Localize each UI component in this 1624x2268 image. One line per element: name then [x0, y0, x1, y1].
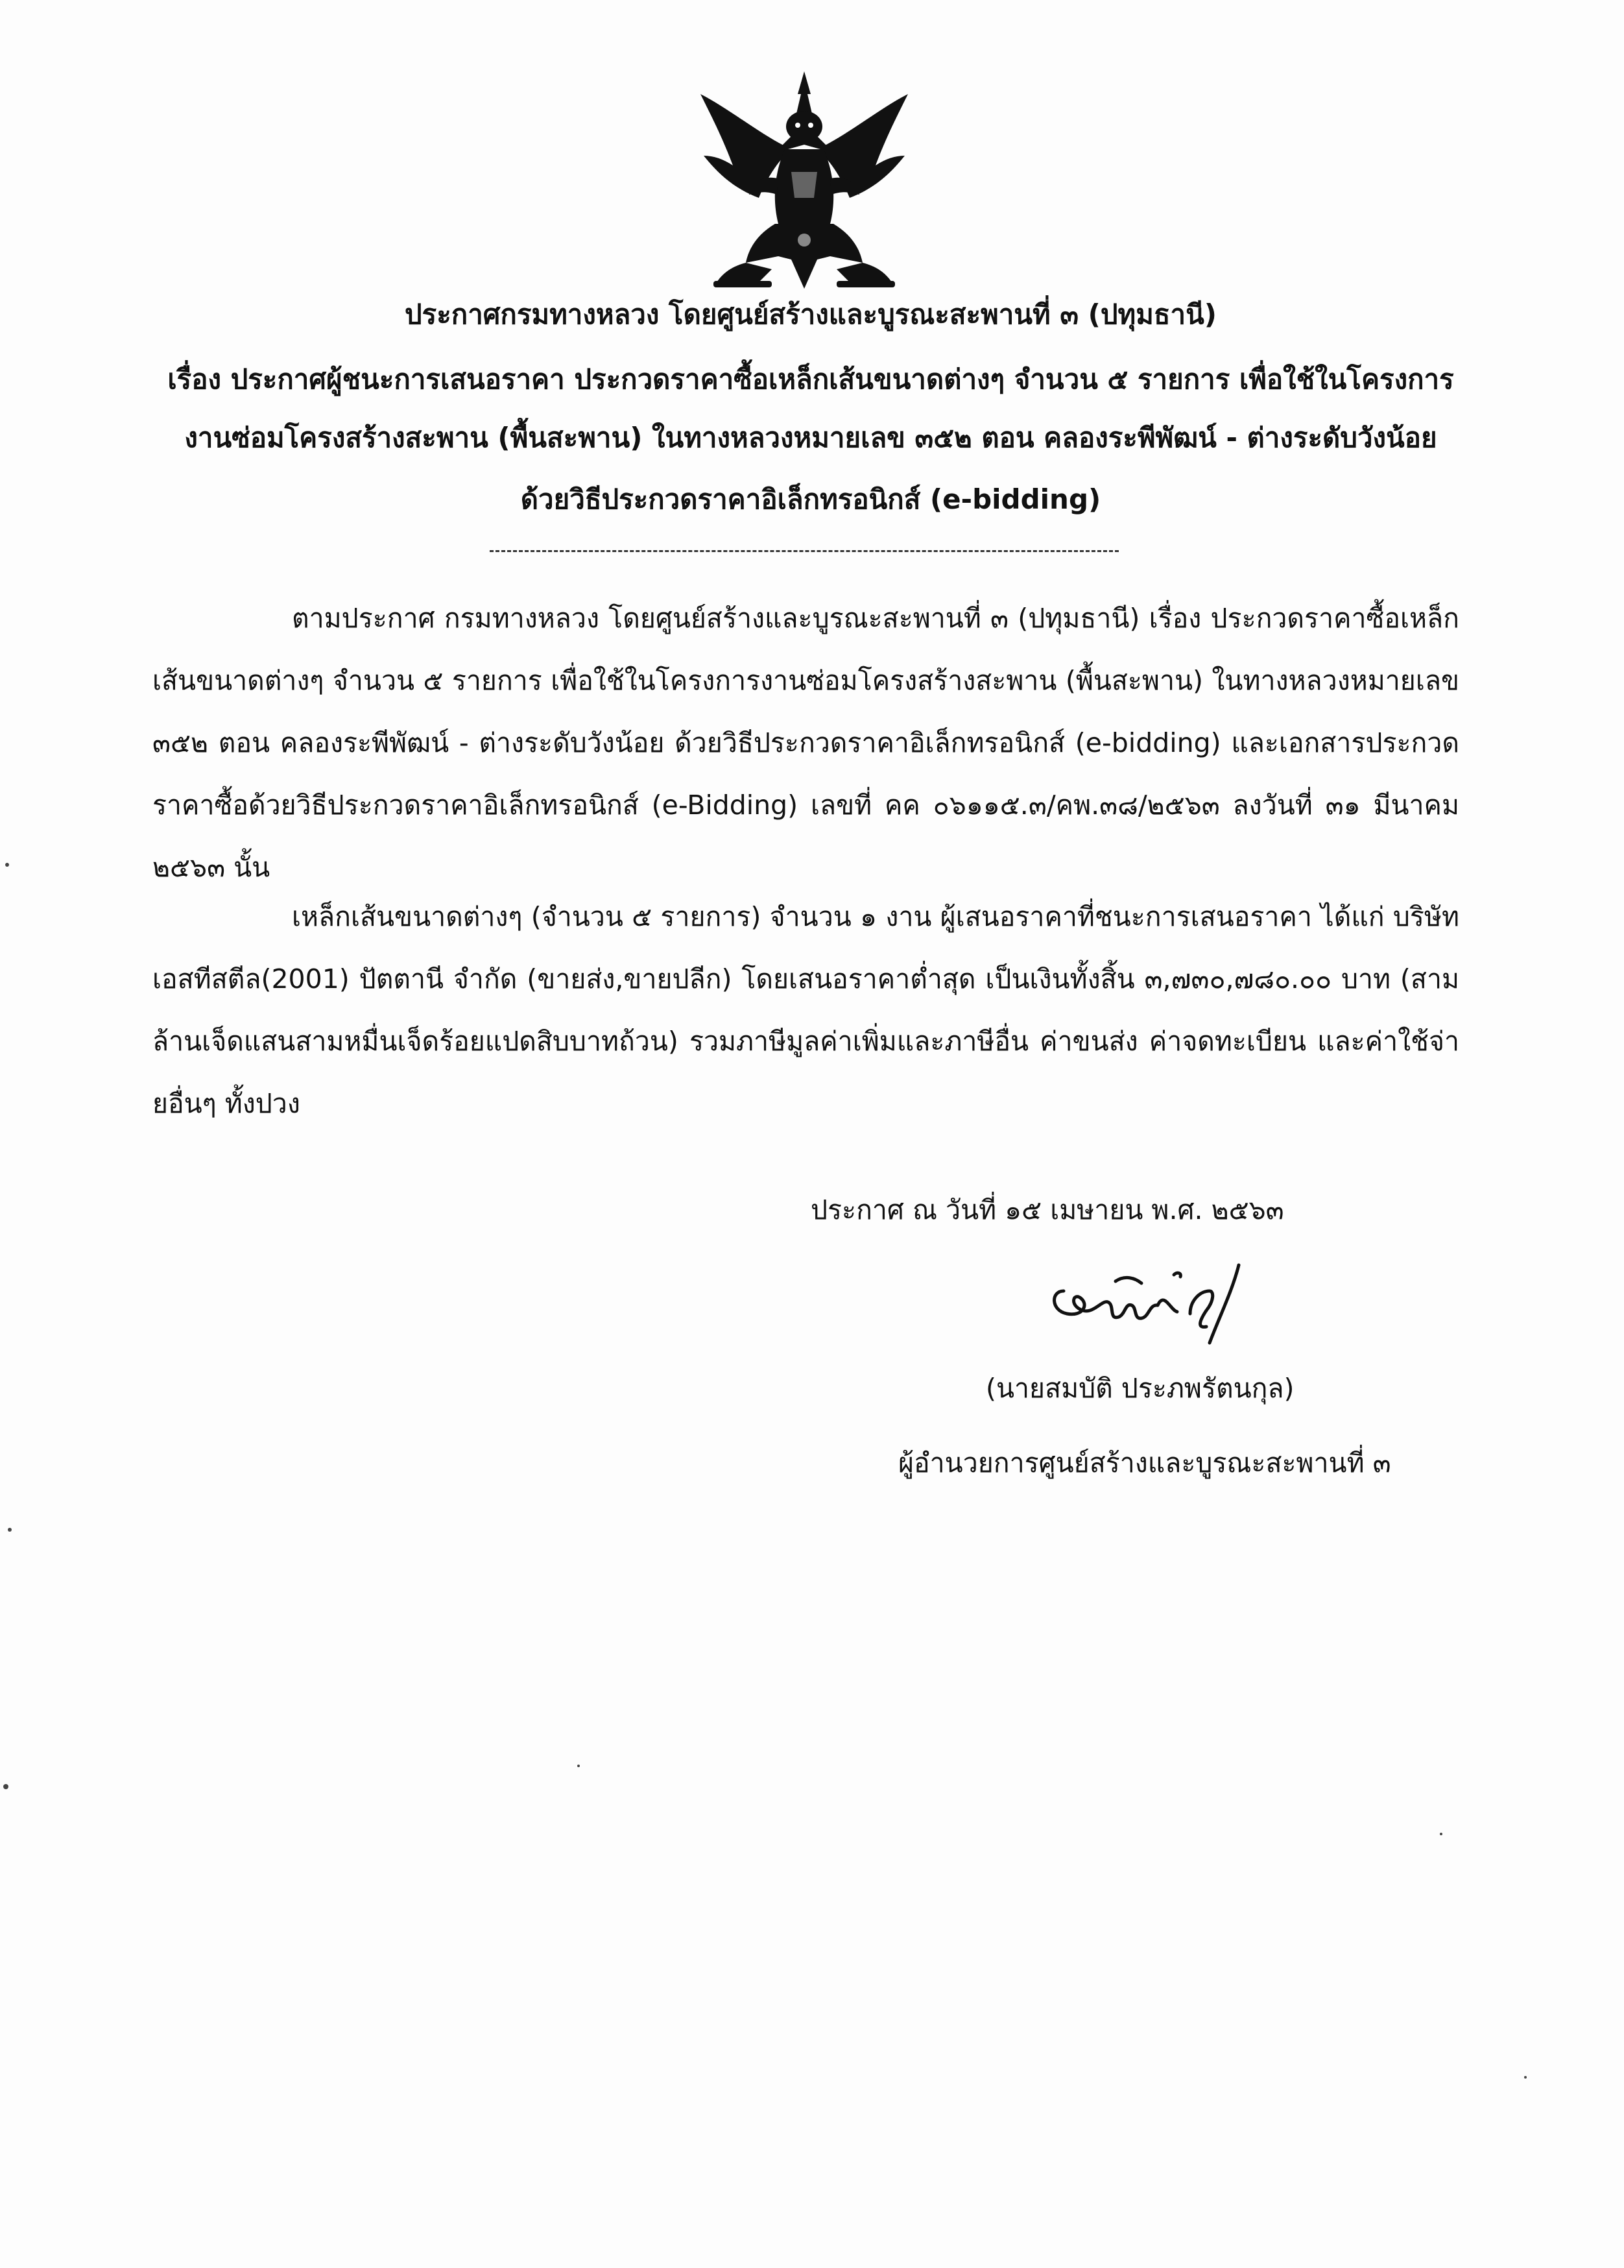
scan-speck — [8, 1528, 12, 1532]
garuda-emblem-icon — [687, 68, 921, 292]
scan-speck — [1440, 1833, 1442, 1835]
body-paragraph-2 — [152, 886, 1459, 1135]
signer-name: (นายสมบัติ ประภพรัตนกุล) — [986, 1373, 1295, 1404]
scan-speck — [5, 863, 9, 867]
body-paragraph-1 — [152, 587, 1459, 899]
scan-speck — [1524, 2076, 1527, 2079]
announcement-subject-line-3: ด้วยวิธีประกวดราคาอิเล็กทรอนิกส์ (e-bidding) — [520, 483, 1101, 515]
body-paragraph-1-text: ตามประกาศ กรมทางหลวง โดยศูนย์สร้างและบูรณะสะพานที่ ๓ (ปทุมธานี) เรื่อง ประกวดราคาซื้อเหล็กเส้นขนาดต่างๆ จำนวน ๕ รายการ เพื่อใช้ในโครงการงานซ่อมโครงสร้างสะพาน (พื้นสะพาน) ในทางหลวงหมายเลข ๓๕๒ ตอน คลองระพีพัฒน์ - ต่างระดับวังน้อย ด้วยวิธีประกวดราคาอิเล็กทรอนิกส์ (e-bidding) และเอกสารประกวดราคาซื้อด้วยวิธีประกวดราคาอิเล็กทรอนิกส์ (e-Bidding) เลขที่ คค ๐๖๑๑๕.๓/คพ.๓๘/๒๕๖๓ ลงวันที่ ๓๑ มีนาคม ๒๕๖๓ นั้น — [152, 603, 1459, 883]
scan-speck — [3, 1784, 8, 1789]
dashed-divider — [490, 550, 1119, 552]
announcement-date: ประกาศ ณ วันที่ ๑๕ เมษายน พ.ศ. ๒๕๖๓ — [811, 1194, 1284, 1225]
signer-title: ผู้อำนวยการศูนย์สร้างและบูรณะสะพานที่ ๓ — [898, 1447, 1391, 1478]
scan-speck — [577, 1765, 580, 1767]
body-paragraph-2-text: เหล็กเส้นขนาดต่างๆ (จำนวน ๕ รายการ) จำนวน ๑ งาน ผู้เสนอราคาที่ชนะการเสนอราคา ได้แก่ บริษัท เอสทีสตีล(2001) ปัตตานี จำกัด (ขายส่ง,ขายปลีก) โดยเสนอราคาต่ำสุด เป็นเงินทั้งสิ้น ๓,๗๓๐,๗๘๐.๐๐ บาท (สามล้านเจ็ดแสนสามหมื่นเจ็ดร้อยแปดสิบบาทถ้วน) รวมภาษีมูลค่าเพิ่มและภาษีอื่น ค่าขนส่ง ค่าจดทะเบียน และค่าใช้จ่ายอื่นๆ ทั้งปวง — [152, 901, 1459, 1119]
announcement-title: ประกาศกรมทางหลวง โดยศูนย์สร้างและบูรณะสะพานที่ ๓ (ปทุมธานี) — [404, 298, 1217, 330]
announcement-subject-line-1: เรื่อง ประกาศผู้ชนะการเสนอราคา ประกวดราคาซื้อเหล็กเส้นขนาดต่างๆ จำนวน ๕ รายการ เพื่อใช้ในโครงการ — [167, 363, 1454, 395]
handwritten-signature — [1044, 1252, 1258, 1356]
announcement-subject-line-2: งานซ่อมโครงสร้างสะพาน (พื้นสะพาน) ในทางหลวงหมายเลข ๓๕๒ ตอน คลองระพีพัฒน์ - ต่างระดับวังน้อย — [184, 422, 1437, 453]
